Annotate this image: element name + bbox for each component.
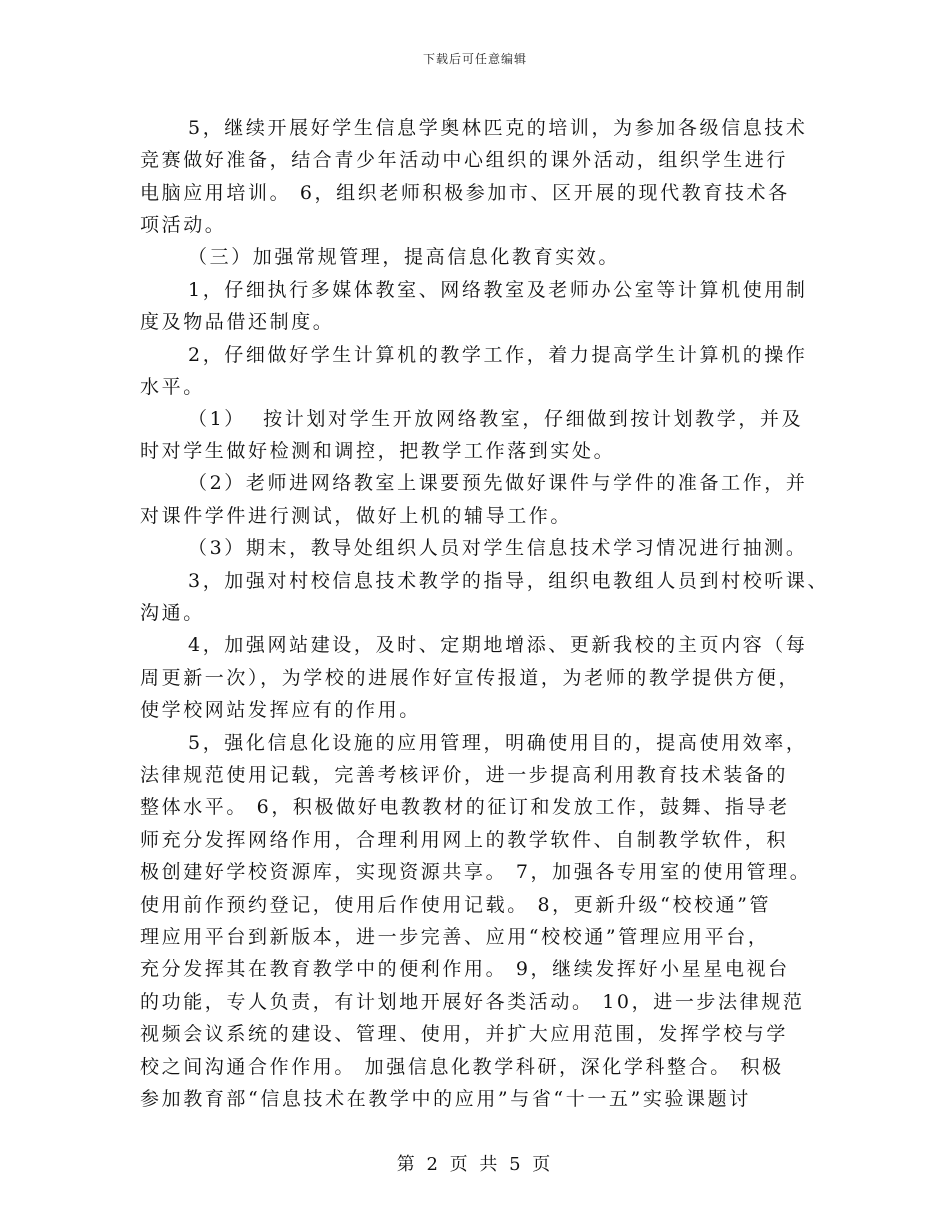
section-heading: （三）加强常规管理，提高信息化教育实效。 bbox=[188, 246, 621, 268]
text-line: 1，仔细执行多媒体教室、网络教室及老师办公室等计算机使用制 bbox=[188, 279, 808, 301]
text-line: 5，强化信息化设施的应用管理，明确使用目的，提高使用效率， bbox=[188, 732, 808, 754]
text-line: 视频会议系统的建设、管理、使用，并扩大应用范围，发挥学校与学 bbox=[140, 1023, 789, 1045]
text-line: 校之间沟通合作作用。 加强信息化教学科研，深化学科整合。 积极 bbox=[140, 1056, 784, 1078]
text-line: 度及物品借还制度。 bbox=[140, 311, 335, 333]
text-line: 理应用平台到新版本，进一步完善、应用“校校通”管理应用平台， bbox=[140, 926, 770, 948]
text-line: 周更新一次），为学校的进展作好宣传报道，为老师的教学提供方便， bbox=[140, 667, 801, 689]
text-line: 参加教育部“信息技术在教学中的应用”与省“十一五”实验课题讨 bbox=[140, 1088, 751, 1110]
text-line: 5，继续开展好学生信息学奥林匹克的培训，为参加各级信息技术 bbox=[188, 117, 808, 139]
page-header-note: 下载后可任意编辑 bbox=[422, 52, 527, 66]
text-line: 3，加强对村校信息技术教学的指导，组织电教组人员到村校听课、 bbox=[188, 570, 830, 592]
text-line: 竞赛做好准备，结合青少年活动中心组织的课外活动，组织学生进行 bbox=[140, 149, 789, 171]
text-line: （3）期末，教导处组织人员对学生信息技术学习情况进行抽测。 bbox=[188, 537, 808, 559]
text-line: 沟通。 bbox=[140, 602, 205, 624]
text-line: 4，加强网站建设，及时、定期地增添、更新我校的主页内容（每 bbox=[188, 634, 808, 656]
text-line: 整体水平。 6，积极做好电教教材的征订和发放工作，鼓舞、指导老 bbox=[140, 796, 790, 818]
text-line: 时对学生做好检测和调控，把教学工作落到实处。 bbox=[140, 440, 616, 462]
text-line: 法律规范使用记载，完善考核评价，进一步提高利用教育技术装备的 bbox=[140, 764, 789, 786]
text-line: （1） 按计划对学生开放网络教室，仔细做到按计划教学，并及 bbox=[188, 408, 804, 430]
text-line: 使学校网站发挥应有的作用。 bbox=[140, 699, 421, 721]
text-line: 项活动。 bbox=[140, 214, 227, 236]
text-line: 极创建好学校资源库，实现资源共享。 7，加强各专用室的使用管理。 bbox=[140, 861, 812, 883]
text-line: 充分发挥其在教育教学中的便利作用。 9，继续发挥好小星星电视台 bbox=[140, 958, 790, 980]
text-line: 2，仔细做好学生计算机的教学工作，着力提高学生计算机的操作 bbox=[188, 344, 808, 366]
text-line: 的功能，专人负责，有计划地开展好各类活动。 10，进一步法律规范 bbox=[140, 991, 805, 1013]
text-line: 电脑应用培训。 6，组织老师积极参加市、区开展的现代教育技术各 bbox=[140, 182, 790, 204]
page-number: 第 2 页 共 5 页 bbox=[396, 1154, 554, 1175]
text-line: （2）老师进网络教室上课要预先做好课件与学件的准备工作，并 bbox=[188, 472, 808, 494]
text-line: 使用前作预约登记，使用后作使用记载。 8，更新升级“校校通”管 bbox=[140, 894, 772, 916]
text-line: 水平。 bbox=[140, 376, 205, 398]
text-line: 对课件学件进行测试，做好上机的辅导工作。 bbox=[140, 505, 573, 527]
text-line: 师充分发挥网络作用，合理利用网上的教学软件、自制教学软件，积 bbox=[140, 829, 789, 851]
